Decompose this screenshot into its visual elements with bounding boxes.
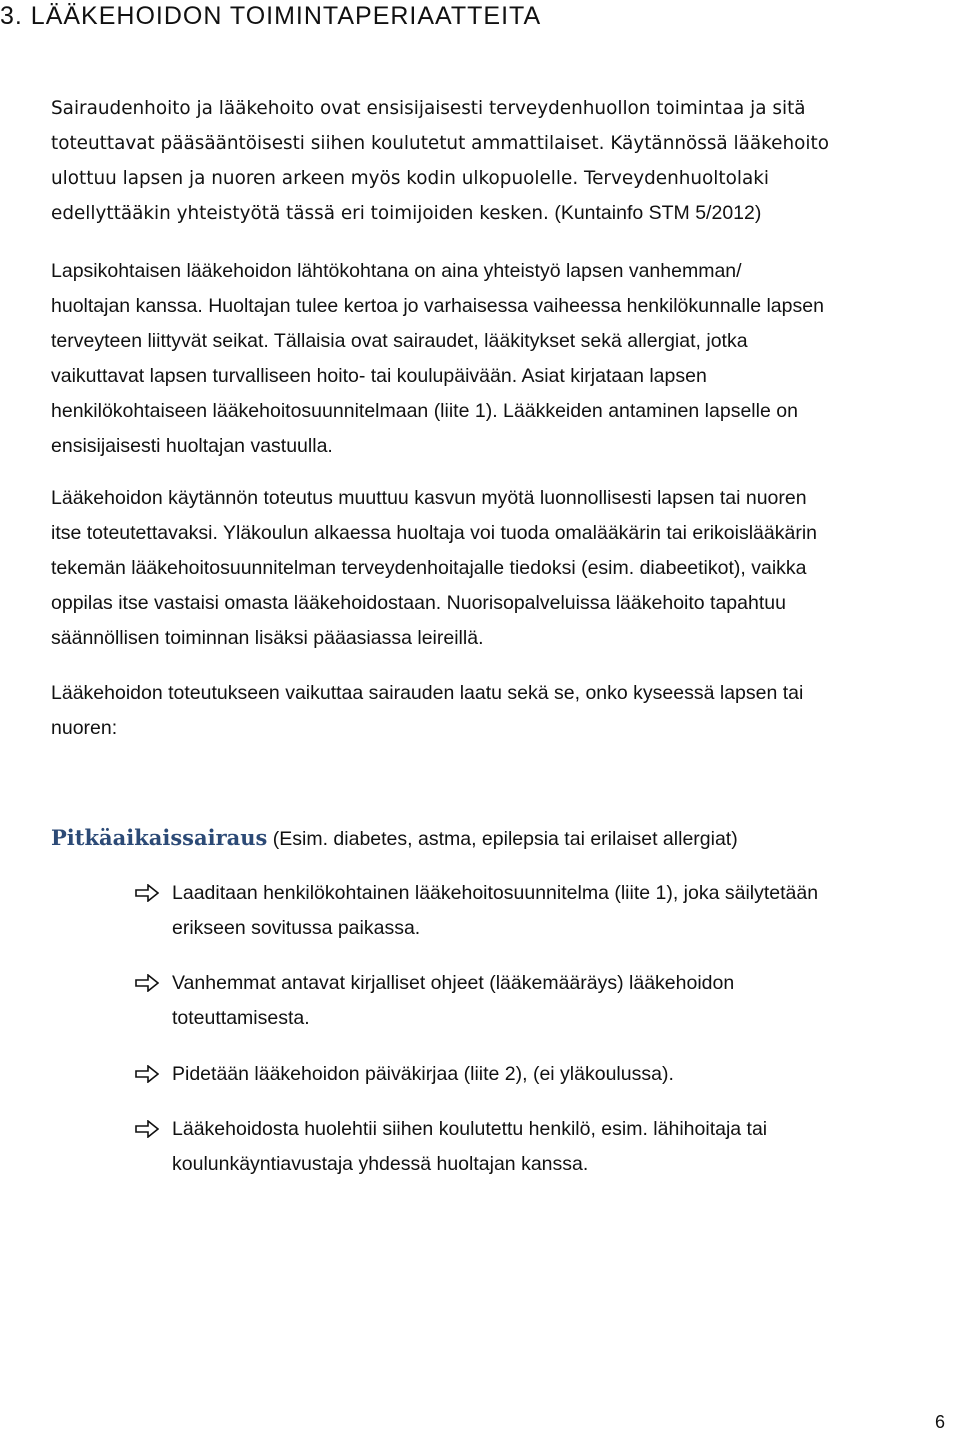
text-line: Lääkehoidon käytännön toteutus muuttuu kasvun myötä luonnollisesti lapsen tai nuoren xyxy=(51,487,807,509)
text-line: Lääkehoidon toteutukseen vaikuttaa sairauden laatu sekä se, onko kyseessä lapsen tai xyxy=(51,682,804,704)
list-item-text: toteuttamisesta. xyxy=(172,1007,310,1029)
list-item-text: Lääkehoidosta huolehtii siihen koulutettu henkilö, esim. lähihoitaja tai xyxy=(172,1118,768,1140)
text-line: huoltajan kanssa. Huoltajan tulee kertoa jo varhaisessa vaiheessa henkilökunnalle lapsen xyxy=(51,295,824,317)
subheading-examples: (Esim. diabetes, astma, epilepsia tai erilaiset allergiat) xyxy=(267,828,738,850)
text-line: itse toteutettavaksi. Yläkoulun alkaessa huoltaja voi tuoda omalääkärin tai erikoislääkärin xyxy=(51,522,818,544)
text-line xyxy=(51,196,931,231)
citation: (Kuntainfo STM 5/2012) xyxy=(548,202,762,224)
list-item-text: Vanhemmat antavat kirjalliset ohjeet (lääkemääräys) lääkehoidon xyxy=(172,972,735,994)
text-line: ulottuu lapsen ja nuoren arkeen myös kodin ulkopuolelle. Terveydenhuoltolaki xyxy=(51,168,769,189)
text-line: oppilas itse vastaisi omasta lääkehoidostaan. Nuorisopalveluissa lääkehoito tapahtuu xyxy=(51,592,786,614)
list-item-text: Laaditaan henkilökohtainen lääkehoitosuunnitelma (liite 1), joka säilytetään xyxy=(172,882,819,904)
paragraph-factors xyxy=(51,676,931,746)
text-line: tekemän lääkehoitosuunnitelman terveydenhoitajalle tiedoksi (esim. diabeetikot), vaikka xyxy=(51,557,807,579)
list-item-text: koulunkäyntiavustaja yhdessä huoltajan kanssa. xyxy=(172,1153,589,1175)
text-line: henkilökohtaiseen lääkehoitosuunnitelmaan (liite 1). Lääkkeiden antaminen lapselle on xyxy=(51,400,798,422)
page-number: 6 xyxy=(935,1412,946,1432)
paragraph-practice xyxy=(51,481,931,656)
text-line: säännöllisen toiminnan lisäksi pääasiassa leireillä. xyxy=(51,627,484,649)
paragraph-cooperation xyxy=(51,254,931,464)
text-line: ensisijaisesti huoltajan vastuulla. xyxy=(51,435,333,457)
list-item-text: erikseen sovitussa paikassa. xyxy=(172,917,421,939)
subheading-chronic-illness xyxy=(51,820,931,857)
text-line: Sairaudenhoito ja lääkehoito ovat ensisijaisesti terveydenhuollon toimintaa ja sitä xyxy=(51,98,806,119)
text-line: terveyteen liittyvät seikat. Tällaisia ovat sairaudet, lääkitykset sekä allergiat, jotka xyxy=(51,330,748,352)
section-heading: 3. LÄÄKEHOIDON TOIMINTAPERIAATTEITA xyxy=(0,2,542,30)
arrow-right-outline-icon xyxy=(135,884,159,902)
text-line: toteuttavat pääsääntöisesti siihen koulutetut ammattilaiset. Käytännössä lääkehoito xyxy=(51,133,829,154)
text-line: Lapsikohtaisen lääkehoidon lähtökohtana on aina yhteistyö lapsen vanhemman/ xyxy=(51,260,742,282)
list-item-text: Pidetään lääkehoidon päiväkirjaa (liite 2), (ei yläkoulussa). xyxy=(172,1063,674,1085)
arrow-right-outline-icon xyxy=(135,1065,159,1083)
arrow-right-outline-icon xyxy=(135,1120,159,1138)
arrow-right-outline-icon xyxy=(135,974,159,992)
text-line: nuoren: xyxy=(51,717,118,739)
subheading-term: Pitkäaikaissairaus xyxy=(51,825,268,850)
text-line: vaikuttavat lapsen turvalliseen hoito- tai koulupäivään. Asiat kirjataan lapsen xyxy=(51,365,707,387)
text-fragment: edellyttääkin yhteistyötä tässä eri toimijoiden kesken. xyxy=(51,203,549,224)
paragraph-intro xyxy=(51,91,931,231)
